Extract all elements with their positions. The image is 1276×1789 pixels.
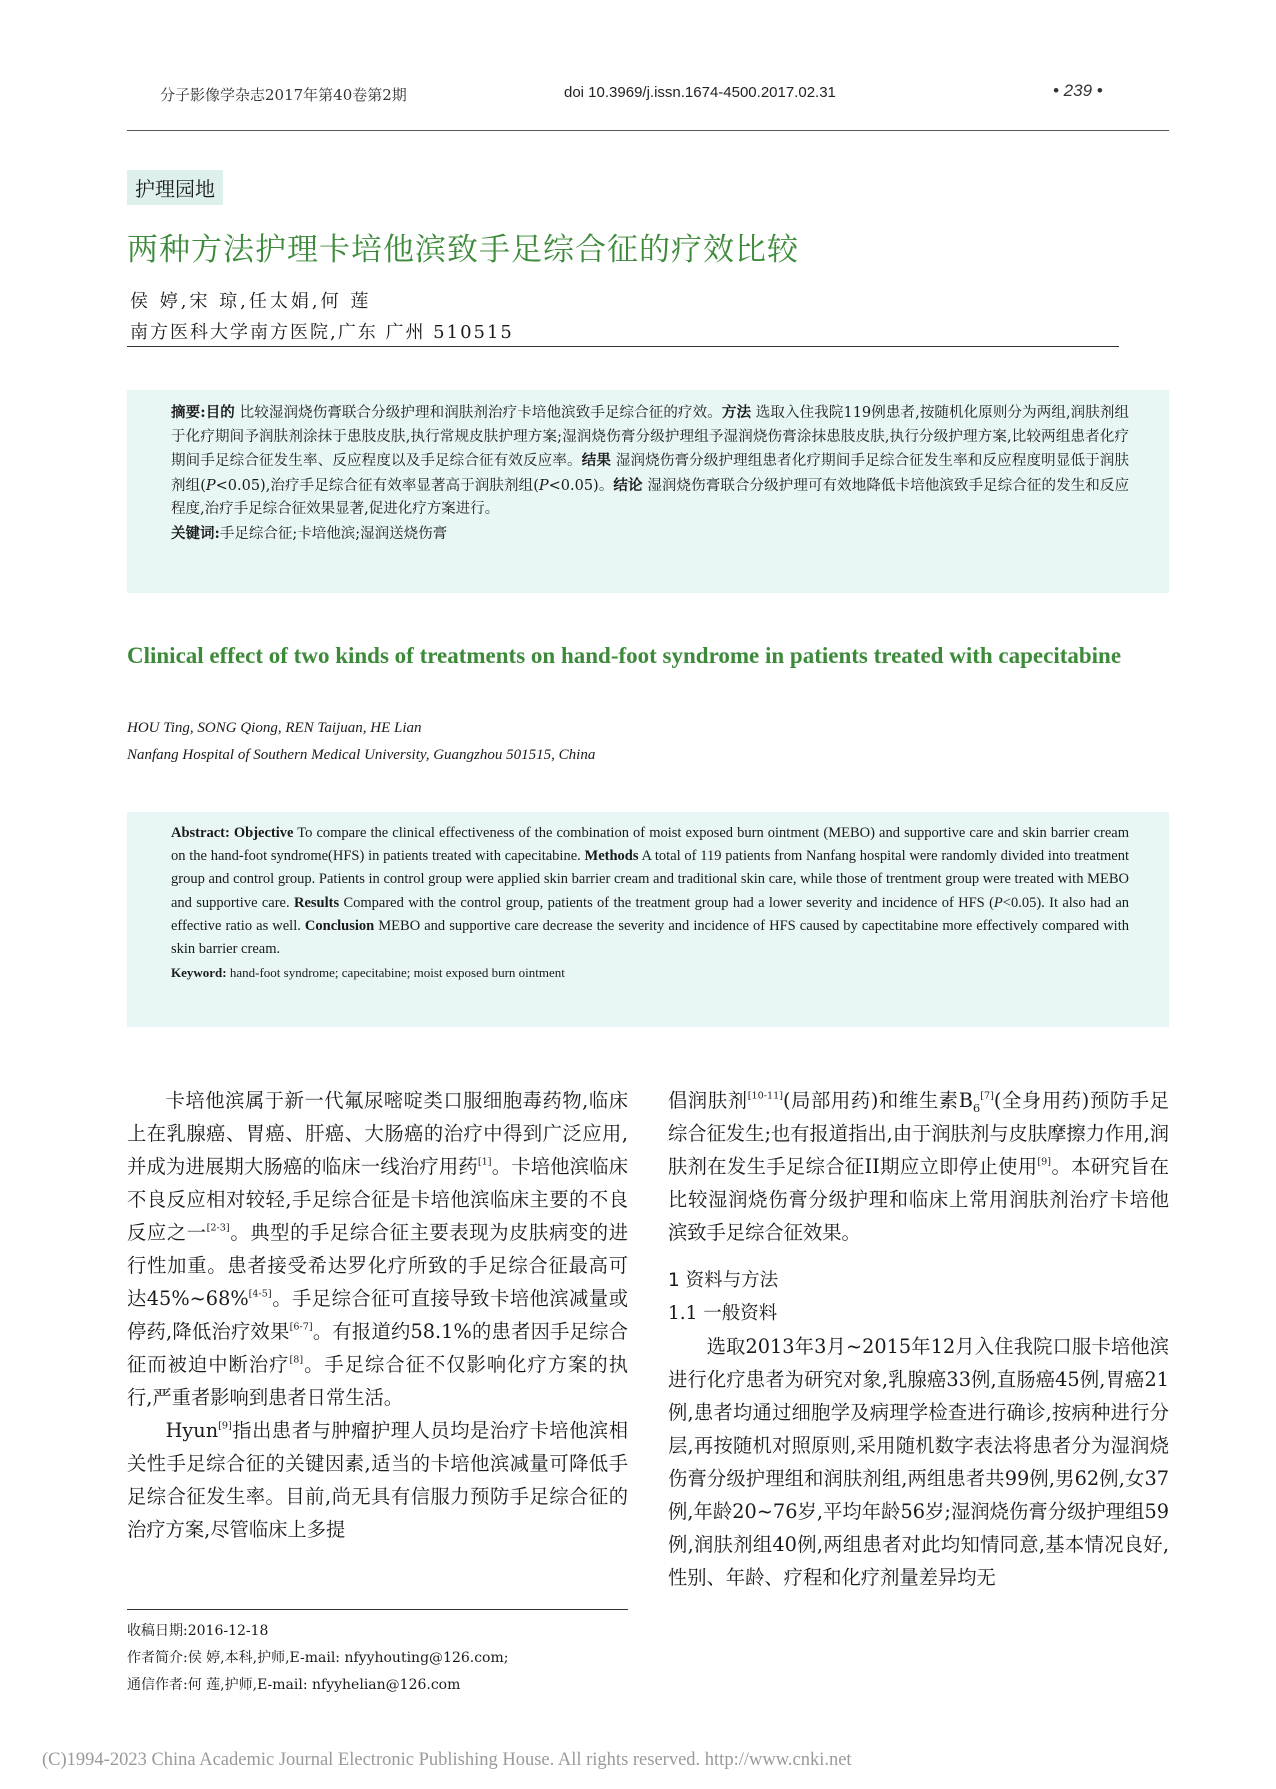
footnote-divider [127, 1609, 628, 1610]
paragraph-text: 。手足综合征可直接导致卡培他滨减量或停药,降低治疗效果 [127, 1287, 628, 1343]
doi: doi 10.3969/j.issn.1674-4500.2017.02.31 [564, 84, 836, 101]
citation: [2-3] [206, 1222, 230, 1234]
objective-text: 比较湿润烧伤膏联合分级护理和润肤剂治疗卡培他滨致手足综合征的疗效。 [234, 405, 722, 421]
abstract-label: Abstract: [171, 825, 230, 841]
citation: [4-5] [248, 1288, 272, 1300]
results-text: 湿润烧伤膏分级护理组患者化疗期间手足综合征发生率和反应程度明显低于润肤剂组( [171, 453, 1130, 494]
affiliation-en: Nanfang Hospital of Southern Medical University, Guangzhou 501515, China [127, 747, 596, 763]
paragraph-text: 卡培他滨属于新一代氟尿嘧啶类口服细胞毒药物,临床上在乳腺癌、胃癌、肝癌、大肠癌的治疗中得到广泛应用,并成为进展期大肠癌的临床一线治疗用药 [127, 1089, 628, 1178]
paragraph-text: 。有报道约58.1%的患者因手足综合征而被迫中断治疗 [127, 1320, 628, 1376]
affiliation-zh: 南方医科大学南方医院,广东 广州 510515 [130, 322, 514, 343]
author-bio: 作者简介:侯 婷,本科,护师,E-mail: nfyyhouting@126.com; [127, 1650, 509, 1666]
copyright-notice: (C)1994-2023 China Academic Journal Electronic Publishing House. All rights reserved. http://www.cnki.net [42, 1750, 852, 1770]
citation: [8] [289, 1354, 304, 1366]
p-value-symbol: P [538, 477, 549, 494]
paragraph-text: 指出患者与肿瘤护理人员均是治疗卡培他滨相关性手足综合征的关键因素,适当的卡培他滨减量可降低手足综合征发生率。目前,尚无具有信服力预防手足综合征的治疗方案,尽管临床上多提 [127, 1419, 628, 1541]
paragraph-text: 。卡培他滨临床不良反应相对较轻,手足综合征是卡培他滨临床主要的不良反应之一 [127, 1155, 629, 1244]
abstract-label: 摘要: [171, 404, 206, 421]
body-column-right [668, 1084, 1169, 1594]
results-heading: Results [289, 894, 340, 911]
paragraph-text: 。典型的手足综合征主要表现为皮肤病变的进行性加重。患者接受希达罗化疗所致的手足综合征最高可达45%~68% [127, 1221, 629, 1310]
body-column-left [127, 1084, 628, 1546]
received-date: 收稿日期:2016-12-18 [127, 1623, 269, 1639]
citation: [9] [218, 1420, 232, 1432]
citation: [1] [477, 1156, 492, 1168]
p-value-symbol: P [993, 894, 1003, 911]
citation: [10-11] [747, 1090, 783, 1102]
body-paragraph: 选取2013年3月~2015年12月入住我院口服卡培他滨进行化疗患者为研究对象,乳腺癌33例,直肠癌45例,胃癌21例,患者均通过细胞学及病理学检查进行确诊,按病种进行分层,再按随机对照原则,采用随机数字表法将患者分为湿润烧伤膏分级护理组和润肤剂组,两组患者共99例,男62例,女37例,年龄20~76岁,平均年龄56岁;湿润烧伤膏分级护理组59例,润肤剂组40例,两组患者对此均知情同意,基本情况良好,性别、年龄、疗程和化疗剂量差异均无 [668, 1335, 1169, 1589]
results-text: <0.05)。 [548, 477, 614, 494]
abstract-zh [127, 390, 1169, 593]
keywords-label: Keyword: [171, 965, 227, 981]
header-divider [127, 130, 1169, 131]
section-heading: 1 资料与方法 [668, 1270, 779, 1291]
page-number: • 239 • [1053, 81, 1103, 100]
citation: [6-7] [289, 1321, 313, 1333]
article-title-en: Clinical effect of two kinds of treatments on hand-foot syndrome in patients treated with capecitabine [127, 643, 1122, 668]
conclusion-heading: Conclusion [300, 917, 375, 934]
vitamin-subscript: 6 [972, 1100, 981, 1115]
article-title-zh: 两种方法护理卡培他滨致手足综合征的疗效比较 [127, 232, 799, 268]
keywords-zh [171, 522, 1129, 547]
p-value-symbol: P [205, 477, 216, 494]
paragraph-text: 倡润肤剂 [668, 1089, 748, 1112]
results-heading: 结果 [581, 452, 612, 470]
methods-heading: Methods [580, 848, 639, 865]
section-tag: 护理园地 [127, 170, 223, 205]
objective-heading: Objective [229, 825, 294, 841]
conclusion-text: 湿润烧伤膏联合分级护理可有效地降低卡培他滨致手足综合征的发生和反应程度,治疗手足综合征效果显著,促进化疗方案进行。 [171, 477, 1129, 518]
body-paragraph [127, 1414, 628, 1546]
results-text: <0.05). It also had an effective ratio as well. [171, 894, 1130, 934]
journal-header: 分子影像学杂志2017年第40卷第2期 [160, 86, 407, 104]
authors-en: HOU Ting, SONG Qiong, REN Taijuan, HE Lian [127, 720, 422, 736]
title-divider [127, 346, 1119, 347]
body-paragraph [127, 1084, 628, 1414]
objective-heading: 目的 [205, 404, 235, 421]
methods-text: A total of 119 patients from Nanfang hospital were randomly divided into treatment group and control group. Patients in control group were applied skin barrier cream and traditional skin care, while those of trentment group were treated with MEBO and supportive care. [171, 848, 1129, 911]
methods-heading: 方法 [721, 404, 752, 421]
results-text: Compared with the control group, patients of the treatment group had a lower severity and incidence of HFS ( [339, 894, 994, 911]
paragraph-text: 。本研究旨在比较湿润烧伤膏分级护理和临床上常用润肤剂治疗卡培他滨致手足综合征效果。 [668, 1155, 1169, 1244]
keywords-en [171, 961, 1129, 984]
abstract-en-text [171, 812, 1129, 961]
keywords-label: 关键词: [171, 524, 220, 542]
paragraph-text: Hyun [165, 1419, 219, 1442]
citation: [7] [980, 1090, 994, 1102]
paragraph-text: (全身用药)预防手足综合征发生;也有报道指出,由于润肤剂与皮肤摩擦力作用,润肤剂在发生手足综合征II期应立即停止使用 [668, 1089, 1170, 1178]
conclusion-heading: 结论 [613, 476, 643, 494]
results-text: <0.05),治疗手足综合征有效率显著高于润肤剂组( [215, 477, 539, 494]
body-paragraph [668, 1084, 1169, 1249]
corresponding-author: 通信作者:何 莲,护师,E-mail: nfyyhelian@126.com [127, 1677, 461, 1693]
authors-zh: 侯 婷,宋 琼,任太娟,何 莲 [130, 291, 372, 312]
keywords-text: 手足综合征;卡培他滨;湿润送烧伤膏 [219, 525, 448, 542]
abstract-en [127, 812, 1169, 1027]
subsection-heading: 1.1 一般资料 [668, 1303, 778, 1324]
citation: [9] [1037, 1156, 1052, 1168]
methods-text: 选取入住我院119例患者,按随机化原则分为两组,润肤剂组于化疗期间予润肤剂涂抹于患肢皮肤,执行常规皮肤护理方案;湿润烧伤膏分级护理组予湿润烧伤膏涂抹患肢皮肤,执行分级护理方案,比较两组患者化疗期间手足综合征发生率、反应程度以及手足综合征有效反应率。 [171, 405, 1129, 470]
abstract-zh-text [171, 390, 1129, 522]
keywords-text: hand-foot syndrome; capecitabine; moist exposed burn ointment [226, 965, 565, 981]
objective-text: To compare the clinical effectiveness of the combination of moist exposed burn ointment (MEBO) and supportive care and skin barrier cream on the hand-foot syndrome(HFS) in patients treated with capecitabine. [171, 825, 1129, 865]
paragraph-text: 。手足综合征不仅影响化疗方案的执行,严重者影响到患者日常生活。 [127, 1353, 628, 1409]
conclusion-text: MEBO and supportive care decrease the severity and incidence of HFS caused by capectitabine more effectively compared with skin barrier cream. [171, 917, 1129, 958]
paragraph-text: (局部用药)和维生素B [782, 1089, 973, 1112]
